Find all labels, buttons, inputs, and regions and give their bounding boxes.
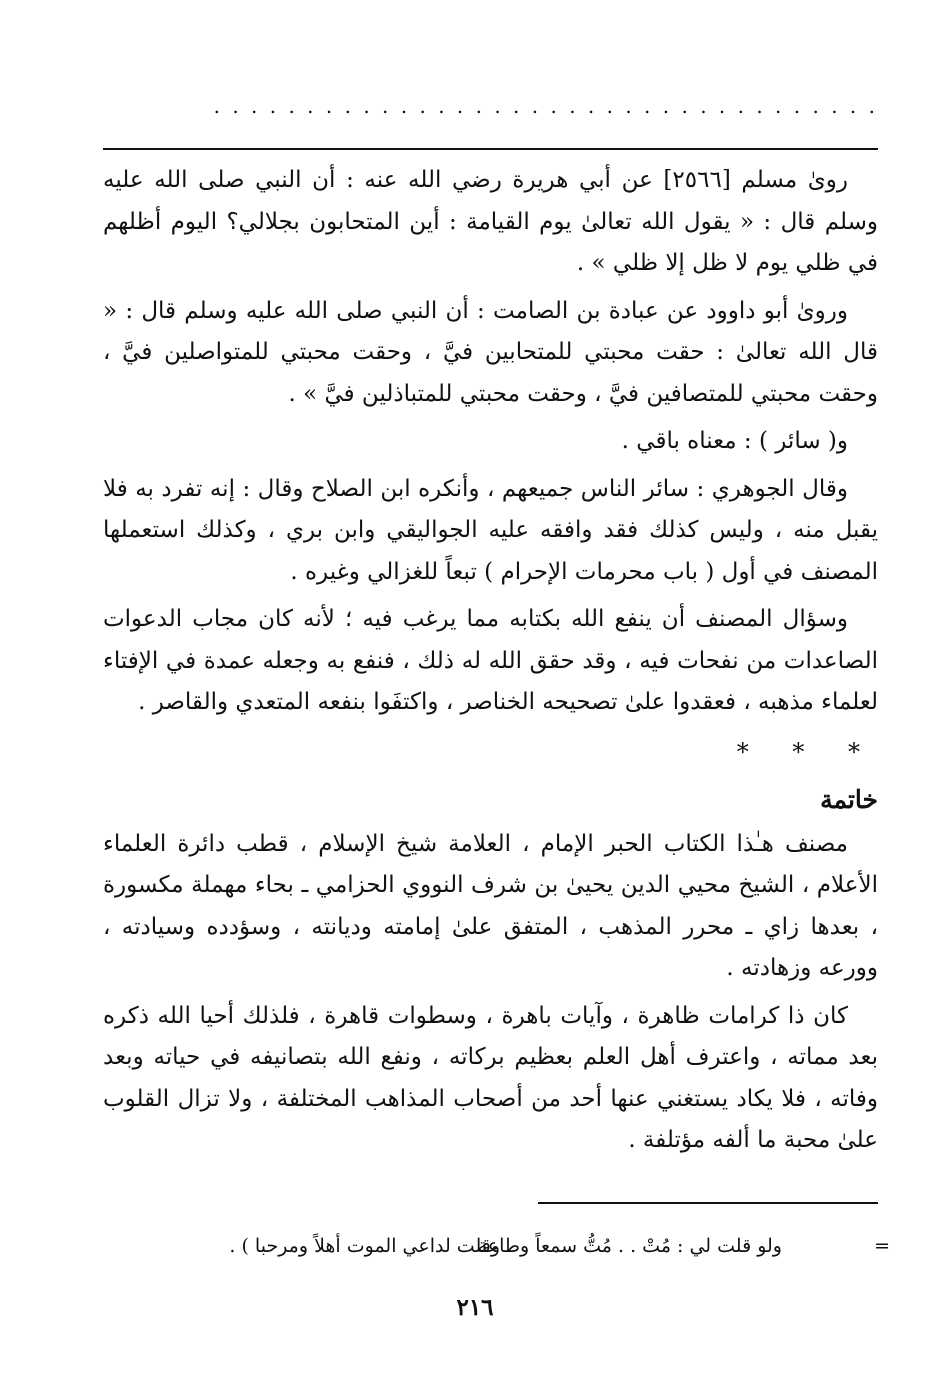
main-text (103, 160, 878, 1168)
paragraph-author-request: وسؤال المصنف أن ينفع الله بكتابه مما يرغب فيه ؛ لأنه كان مجاب الدعوات الصاعدات من نفحات فيه ، وقد حقق الله له ذلك ، فنفع به وجعله عمدة في الإفتاء لعلماء مذهبه ، فعقدوا علىٰ تصحيحه الخناصر ، واكتفَوا بنفعه المتعدي والقاصر . (103, 606, 878, 715)
footnote-verse-second-hemistich: وقلت لداعي الموت أهلاً ومرحبا ) . (229, 1235, 500, 1257)
header-dotted-line: . . . . . . . . . . . . . . . . . . . . . . . . . . . . . . . . . . . . (213, 94, 878, 118)
footnote-rule (538, 1202, 878, 1204)
footnote-continuation-marker: = (874, 1235, 890, 1257)
section-separator: * * * (736, 737, 878, 766)
section-title: خاتمة (820, 784, 878, 814)
paragraph-author-bio: مصنف هـٰذا الكتاب الحبر الإمام ، العلامة شيخ الإسلام ، قطب دائرة العلماء الأعلام ، الشيخ محيي الدين يحيىٰ بن شرف النووي الحزامي ـ بحاء مهملة مكسورة ، بعدها زاي ـ محرر المذهب ، المتفق علىٰ إمامته وديانته ، وسؤدده وسيادته ، وورعه وزهادته . (103, 830, 878, 981)
paragraph-jawhari: وقال الجوهري : سائر الناس جميعهم ، وأنكره ابن الصلاح وقال : إنه تفرد به فلا يقبل منه ، وليس كذلك فقد وافقه عليه الجواليقي وابن بري ، وكذلك استعملها المصنف في أول ( باب محرمات الإحرام ) تبعاً للغزالي وغيره . (103, 475, 878, 585)
paragraph-author-karamat: كان ذا كرامات ظاهرة ، وآيات باهرة ، وسطوات قاهرة ، فلذلك أحيا الله ذكره بعد مماته ، واعترف أهل العلم بعظيم بركاته ، ونفع الله بتصانيفه في حياته وبعد وفاته ، فلا يكاد يستغني عنها أحد من أصحاب المذاهب المختلفة ، ولا تزال القلوب علىٰ محبة ما ألفه مؤتلفة . (103, 1002, 878, 1153)
page-number: ٢١٦ (456, 1294, 494, 1321)
paragraph-muslim-hadith: روىٰ مسلم [٢٥٦٦] عن أبي هريرة رضي الله عنه : أن النبي صلى الله عليه وسلم قال : « يقول الله تعالىٰ يوم القيامة : أين المتحابون بجلالي؟ اليوم أظلهم في ظلي يوم لا ظل إلا ظلي » . (103, 167, 878, 276)
header-rule (103, 148, 878, 150)
footnote (110, 1226, 890, 1266)
paragraph-abu-dawud-hadith: وروىٰ أبو داوود عن عبادة بن الصامت : أن النبي صلى الله عليه وسلم قال : « قال الله تعالىٰ : حقت محبتي للمتحابين فيَّ ، وحقت محبتي للمتواصلين فيَّ ، وحقت محبتي للمتصافين فيَّ ، وحقت محبتي للمتباذلين فيَّ » . (103, 297, 878, 407)
paragraph-sair-meaning: و( سائر ) : معناه باقي . (621, 428, 848, 454)
footnote-verse-first-hemistich: ولو قلت لي : مُتْ . . مُتُّ سمعاً وطاعة (477, 1235, 782, 1257)
